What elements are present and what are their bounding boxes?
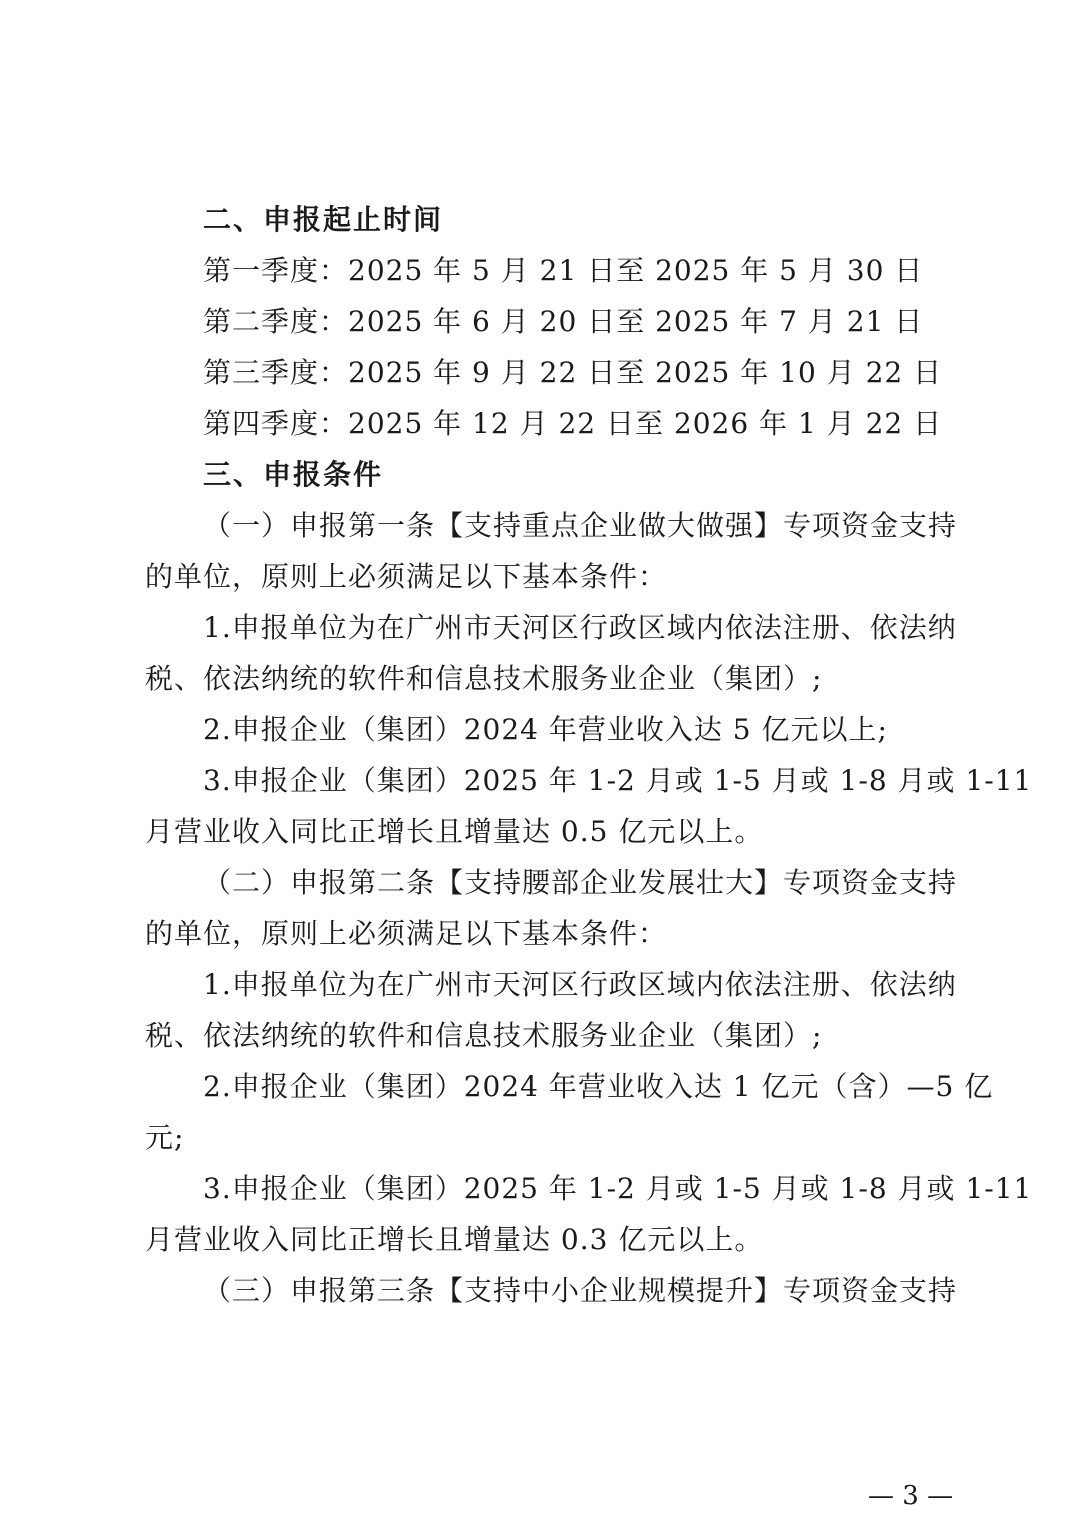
item2-intro-line2: 的单位，原则上必须满足以下基本条件： [145,917,668,950]
item2-condition3-line2: 月营业收入同比正增长且增量达 0.3 亿元以上。 [145,1223,764,1256]
quarter-2-period: 第二季度：2025 年 6 月 20 日至 2025 年 7 月 21 日 [203,305,924,338]
item1-condition1-line2: 税、依法纳统的软件和信息技术服务业企业（集团）; [145,662,823,695]
item1-intro-line2: 的单位，原则上必须满足以下基本条件： [145,560,668,593]
item1-condition3-line1: 3.申报企业（集团）2025 年 1-2 月或 1-5 月或 1-8 月或 1-11 [203,764,1033,797]
section-heading-application-conditions: 三、申报条件 [203,458,384,491]
item2-condition3-line1: 3.申报企业（集团）2025 年 1-2 月或 1-5 月或 1-8 月或 1-11 [203,1172,1033,1205]
quarter-4-period: 第四季度：2025 年 12 月 22 日至 2026 年 1 月 22 日 [203,407,943,440]
item2-intro-line1: （二）申报第二条【支持腰部企业发展壮大】专项资金支持 [203,866,958,899]
item1-condition3-line2: 月营业收入同比正增长且增量达 0.5 亿元以上。 [145,815,764,848]
item2-condition1-line2: 税、依法纳统的软件和信息技术服务业企业（集团）; [145,1019,823,1052]
quarter-1-period: 第一季度：2025 年 5 月 21 日至 2025 年 5 月 30 日 [203,254,924,287]
item1-condition2: 2.申报企业（集团）2024 年营业收入达 5 亿元以上; [203,713,888,746]
item3-intro-line1: （三）申报第三条【支持中小企业规模提升】专项资金支持 [203,1274,958,1307]
item2-condition1-line1: 1.申报单位为在广州市天河区行政区域内依法注册、依法纳 [203,968,957,1001]
quarter-3-period: 第三季度：2025 年 9 月 22 日至 2025 年 10 月 22 日 [203,356,943,389]
page-number: — 3 — [868,1481,954,1511]
item1-intro-line1: （一）申报第一条【支持重点企业做大做强】专项资金支持 [203,509,958,542]
item1-condition1-line1: 1.申报单位为在广州市天河区行政区域内依法注册、依法纳 [203,611,957,644]
section-heading-application-period: 二、申报起止时间 [203,203,444,236]
item2-condition2-line1: 2.申报企业（集团）2024 年营业收入达 1 亿元（含）—5 亿 [203,1070,994,1103]
item2-condition2-line2: 元; [145,1121,185,1154]
